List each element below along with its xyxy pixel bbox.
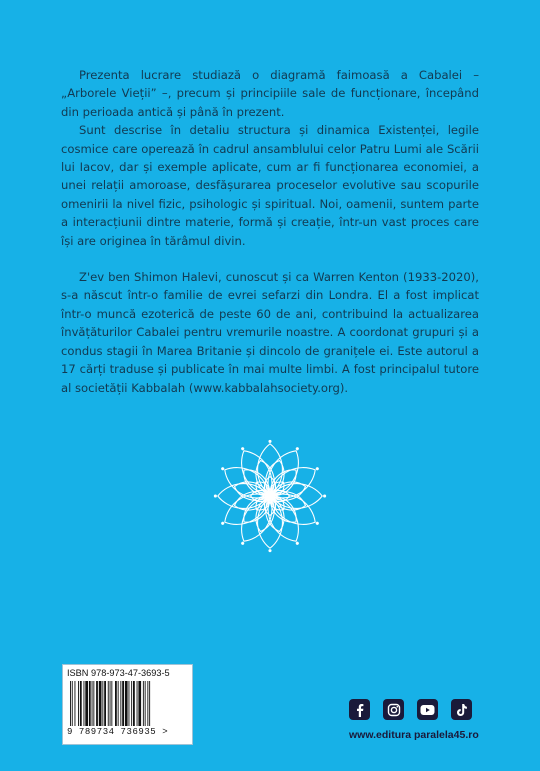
back-cover-blurb [61,66,479,397]
facebook-icon[interactable] [349,699,370,720]
lotus-emblem [212,438,328,554]
barcode-digits: 9 789734 736935 > [67,727,169,737]
social-links [349,699,472,720]
tiktok-icon[interactable] [451,699,472,720]
barcode [68,681,188,728]
author-bio: Z'ev ben Shimon Halevi, cunoscut și ca Warren Kenton (1933-2020), s-a născut într-o familie de evrei sefarzi din Londra. El a fost implicat într-o muncă ezoterică de peste 60 de ani, contribuind la actualizarea învățăturilor Cabalei pentru vremurile noastre. A coordonat grupuri și a condus stagii în Marea Britanie și dincolo de granițele ei. Este autorul a 17 cărți traduse și publicate în mai multe limbi. A fost principalul tutore al societății Kabbalah (www.kabbalahsociety.org). [61,270,479,395]
isbn-label: ISBN 978-973-47-3693-5 [67,668,170,678]
blurb-paragraph-intro: Prezenta lucrare studiază o diagramă faimoasă a Cabalei – „Arborele Vieții” –, precum și principiile sale de funcționare, începând din perioada antică și până în prezent. [61,68,479,119]
youtube-icon[interactable] [417,699,438,720]
publisher-website-link[interactable]: www.editura paralela45.ro [349,729,479,741]
isbn-barcode-box [62,664,193,745]
instagram-icon[interactable] [383,699,404,720]
blurb-paragraph-description: Sunt descrise în detaliu structura și dinamica Existenței, legile cosmice care operează în cadrul ansamblului celor Patru Lumi ale Scării lui Iacov, dar și exemple aplicate, cum ar fi funcționarea economiei, a unei relații amoroase, desfășurarea proceselor evolutive sau scopurile omenirii la nivel fizic, psihologic și spiritual. Noi, oamenii, suntem parte a interacțiunii dintre materie, formă și creație, într-un vast proces care își are originea în tărâmul divin. [61,123,479,248]
